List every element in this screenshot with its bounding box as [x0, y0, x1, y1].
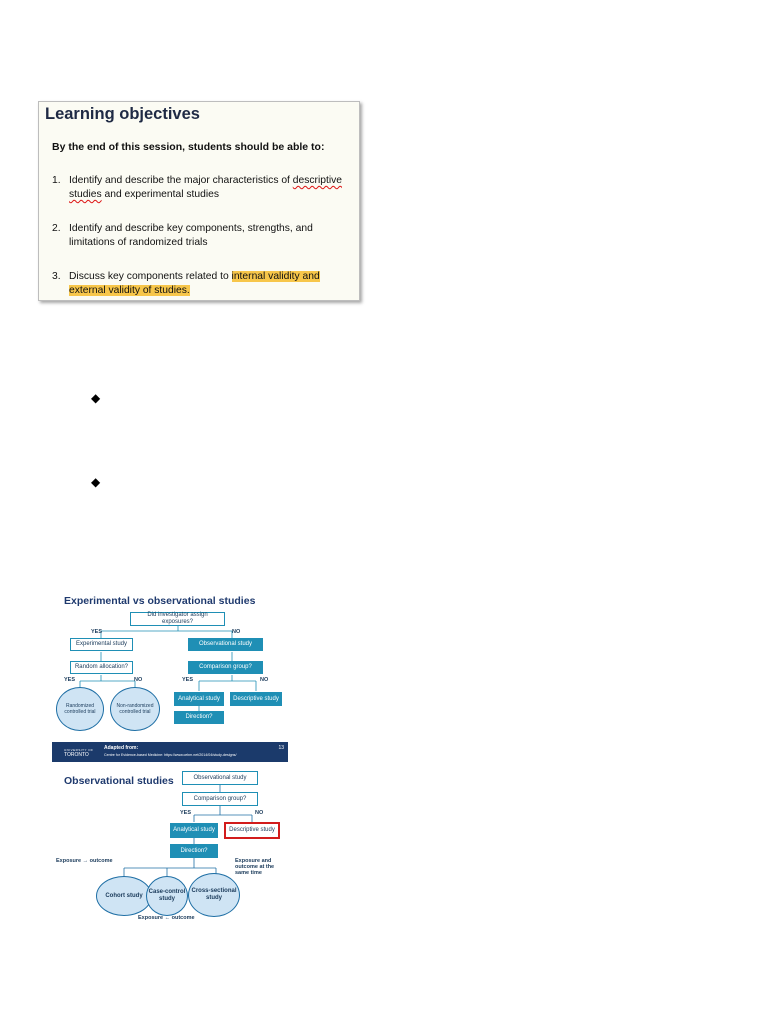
observational-study-box: Observational study: [182, 771, 258, 785]
analytical-study-box: Analytical study: [174, 692, 224, 706]
non-randomized-trial-circle: Non-randomized controlled trial: [110, 687, 160, 731]
assign-exposures-question: Did investigator assign exposures?: [130, 612, 225, 626]
exposure-to-outcome-label: Exposure → outcome: [56, 858, 113, 864]
direction-box: Direction?: [170, 844, 218, 858]
objectives-intro: By the end of this session, students should be able to:: [52, 141, 325, 153]
random-allocation-box: Random allocation?: [70, 661, 133, 674]
diamond-bullet-icon: ◆: [91, 475, 101, 489]
exposure-outcome-same-time-label: Exposure and outcome at the same time: [235, 858, 275, 876]
objective-item: 3. Discuss key components related to internal validity and external validity of studies.: [52, 271, 320, 296]
cohort-study-circle: Cohort study: [96, 876, 152, 916]
cross-sectional-study-circle: Cross-sectional study: [188, 873, 240, 917]
no-label: NO: [255, 810, 264, 816]
no-label: NO: [232, 629, 241, 635]
experimental-study-box: Experimental study: [70, 638, 133, 651]
objective-item: 2. Identify and describe key components, strengths, and limitations of randomized trials: [52, 223, 313, 248]
analytical-study-box: Analytical study: [170, 823, 218, 838]
no-label: NO: [134, 677, 143, 683]
objective-item: 1. Identify and describe the major characteristics of descriptive studies and experimental studies: [52, 175, 342, 200]
objectives-list: [52, 174, 357, 318]
yes-label: YES: [64, 677, 76, 683]
yes-label: YES: [91, 629, 103, 635]
diamond-bullet-icon: ◆: [91, 391, 101, 405]
randomized-controlled-trial-circle: Randomized controlled trial: [56, 687, 104, 731]
spellcheck-underline: descriptive studies: [69, 175, 342, 200]
yes-label: YES: [182, 677, 194, 683]
descriptive-study-highlighted-box: Descriptive study: [224, 822, 280, 839]
observational-studies-slide: [52, 740, 288, 930]
slide-title: Learning objectives: [45, 105, 200, 123]
slide-number: 13: [278, 745, 284, 751]
descriptive-study-box: Descriptive study: [230, 692, 282, 706]
adapted-from-label: Adapted from:: [104, 745, 139, 751]
observational-study-box: Observational study: [188, 638, 263, 651]
slide-title: Observational studies: [64, 775, 174, 787]
outcome-to-exposure-label: Exposure ← outcome: [138, 915, 195, 921]
yes-label: YES: [180, 810, 192, 816]
adapted-source: Centre for Evidence-based Medicine: https://www.cebm.net/2014/04/study-designs/: [104, 753, 237, 757]
university-logo: UNIVERSITY OF TORONTO: [64, 748, 94, 758]
direction-box: Direction?: [174, 711, 224, 724]
highlighted-text: internal validity and external validity of studies.: [69, 271, 320, 296]
case-control-study-circle: Case-control study: [146, 876, 188, 916]
comparison-group-box: Comparison group?: [182, 792, 258, 806]
comparison-group-box: Comparison group?: [188, 661, 263, 674]
slide-title: Experimental vs observational studies: [64, 595, 256, 607]
learning-objectives-slide: [38, 101, 360, 301]
no-label: NO: [260, 677, 269, 683]
experimental-vs-observational-slide: [60, 591, 288, 739]
